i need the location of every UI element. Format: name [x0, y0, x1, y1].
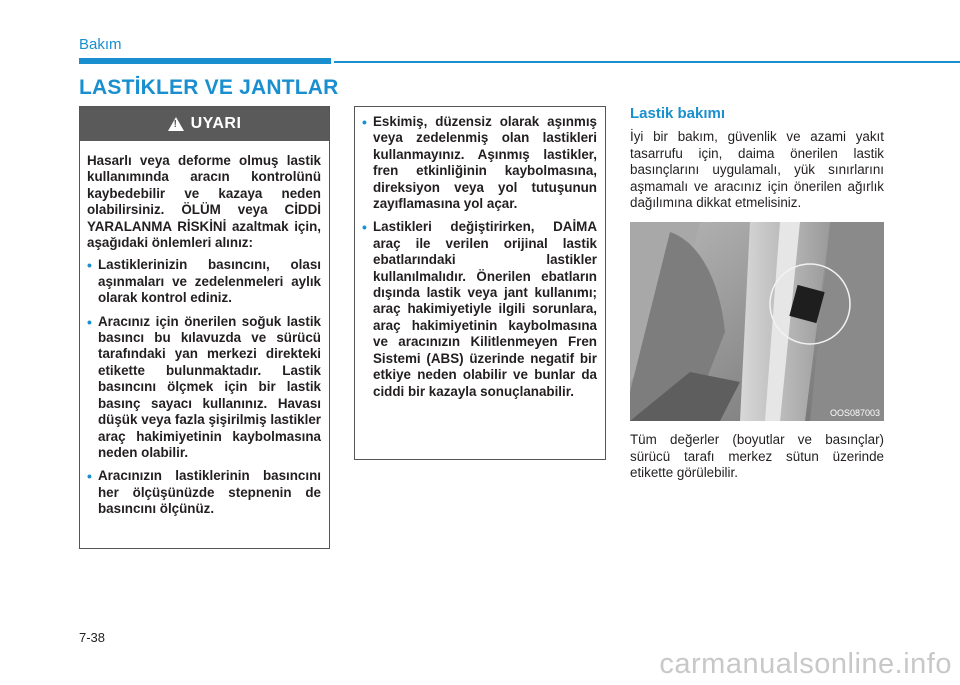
- warning-body: [80, 141, 329, 518]
- warning-list: [87, 257, 321, 517]
- warning-triangle-icon: !: [168, 117, 184, 131]
- header-rule-thin: [334, 61, 960, 63]
- list-item: • Eskimiş, düzensiz olarak aşınmış veya zedelenmiş olan lastikleri kullanmayınız. Aşınmış lastikler, fren etkinliğinin kaybolmasına, direksiyon veya yol tutuşunun zayıflamasına yol açar.: [362, 114, 597, 212]
- bullet-icon: •: [87, 313, 92, 330]
- warning-box: [79, 106, 330, 549]
- tire-care-paragraph-2: Tüm değerler (boyutlar ve basınçlar) sürücü tarafı merkez sütun üzerinde etikette görülebilir.: [630, 432, 884, 481]
- page-title: LASTİKLER VE JANTLAR: [79, 76, 339, 99]
- photo-code: OOS087003: [829, 408, 880, 418]
- warning-heading: UYARI: [190, 115, 242, 132]
- bullet-icon: •: [87, 257, 92, 274]
- bullet-icon: •: [362, 219, 367, 236]
- warning-continued-list: [362, 114, 597, 400]
- watermark: carmanualsonline.info: [659, 648, 952, 680]
- door-pillar-photo: [630, 222, 884, 421]
- tire-care-paragraph-1: İyi bir bakım, güvenlik ve azami yakıt tasarrufu için, daima önerilen lastik basınçlarını uygulamalı, yük sınırlarını aşmamalı ve aracınız için önerilen ağırlık dağılımına dikkat etmelisiniz.: [630, 129, 884, 211]
- tire-care-title: Lastik bakımı: [630, 105, 726, 122]
- warning-intro: Hasarlı veya deforme olmuş lastik kullanımında aracın kontrolünü kaybedebilir ve kazaya neden olabilirsiniz. ÖLÜM veya CİDDİ YARALANMA RİSKİNİ azaltmak için, aşağıdaki önlemleri alınız:: [87, 153, 321, 251]
- bullet-icon: •: [87, 468, 92, 485]
- warning-continued-box: [354, 106, 606, 460]
- list-item: • Lastikleri değiştirirken, DAİMA araç ile verilen orijinal lastik ebatlarındaki lastikler kullanılmalıdır. Önerilen ebatların dışında lastik veya jant kullanımı; araç hakimiyetiyle ilgili sorunlara, araç hakimiyetinin kaybolmasına ve aracınızın Kilitlenmeyen Fren Sistemi (ABS) üzerinde negatif bir etkiye neden olabilir ve bunlar da ciddi bir kazayla sonuçlanabilir.: [362, 219, 597, 399]
- header-rule-thick: [79, 58, 331, 64]
- door-pillar-illustration: [630, 222, 884, 421]
- section-label: Bakım: [79, 36, 122, 53]
- list-item: • Aracınızın lastiklerinin basıncını her ölçüşünüzde stepnenin de basıncını ölçünüz.: [87, 468, 321, 517]
- list-item: • Lastiklerinizin basıncını, olası aşınmaları ve zedelenmeleri aylık olarak kontrol ediniz.: [87, 257, 321, 306]
- warning-header: [80, 107, 329, 141]
- bullet-icon: •: [362, 114, 367, 130]
- list-item: • Aracınız için önerilen soğuk lastik basıncı bu kılavuzda ve sürücü tarafındaki yan merkezi direkteki etikette bulunmaktadır. Lastik basıncını ölçmek için bir lastik basınç sayacı kullanınız. Havası düşük veya fazla şişirilmiş lastikler araç hakimiyetinin kaybolmasına neden olabilir.: [87, 313, 321, 460]
- page-number: 7-38: [79, 630, 106, 645]
